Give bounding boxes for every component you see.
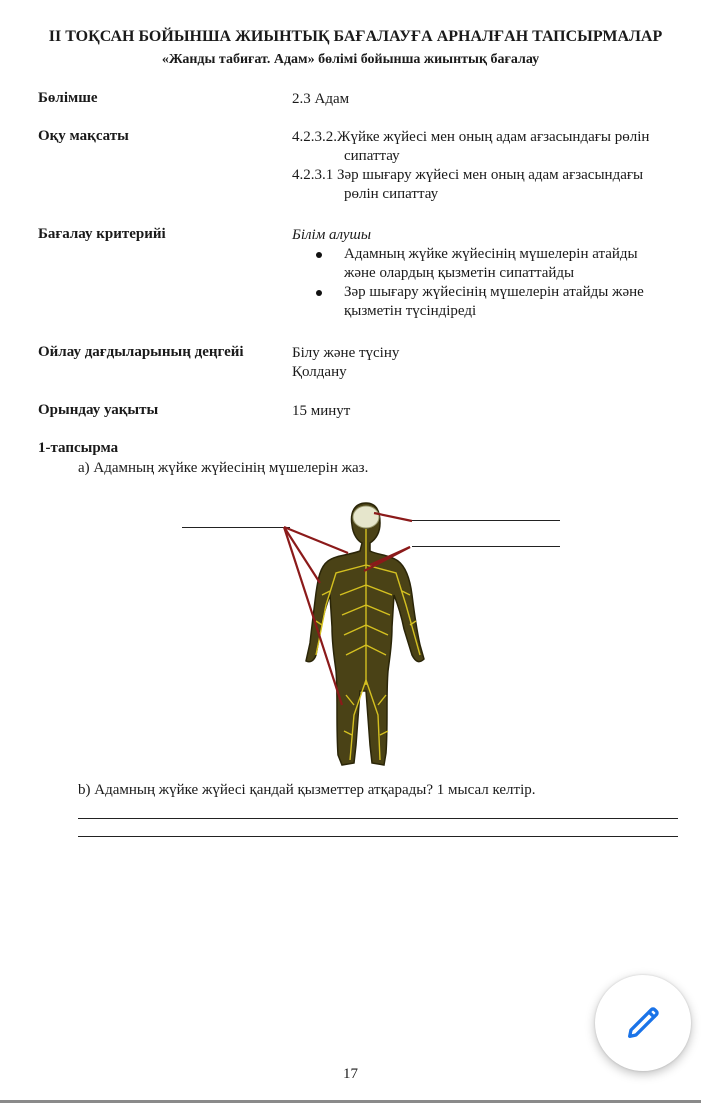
bullet-icon bbox=[316, 290, 322, 296]
time-value: 15 минут bbox=[292, 403, 351, 419]
criteria-bullet-2-line2: қызметін түсіндіреді bbox=[344, 303, 477, 319]
objective-1-line2: сипаттау bbox=[344, 148, 400, 164]
criteria-bullet-1-line1: Адамның жүйке жүйесінің мүшелерін атайды bbox=[344, 246, 638, 262]
objective-2-line1: 4.2.3.1 Зәр шығару жүйесі мен оның адам ағзасындағы bbox=[292, 167, 644, 183]
section-value: 2.3 Адам bbox=[292, 91, 350, 107]
criteria-bullets bbox=[292, 245, 644, 321]
bullet-icon bbox=[316, 252, 322, 258]
criteria-bullet-1-line2: және олардың қызметін сипаттайды bbox=[344, 265, 575, 281]
brain-shape bbox=[353, 506, 379, 528]
criteria-block bbox=[292, 226, 644, 321]
task-part-b: b) Адамның жүйке жүйесі қандай қызметтер атқарады? 1 мысал келтір. bbox=[78, 782, 536, 798]
objective-list bbox=[292, 128, 649, 204]
objective-2-line2: рөлін сипаттау bbox=[344, 186, 439, 202]
criteria-label: Бағалау критерийі bbox=[38, 226, 166, 242]
section-label: Бөлімше bbox=[38, 90, 98, 106]
document-title: II ТОҚСАН БОЙЫНША ЖИЫНТЫҚ БАҒАЛАУҒА АРНАЛҒАН ТАПСЫРМАЛАР bbox=[48, 28, 663, 45]
edit-button[interactable] bbox=[595, 975, 691, 1071]
document-subtitle: «Жанды табиғат. Адам» бөлімі бойынша жиынтық бағалау bbox=[161, 52, 540, 67]
objective-label: Оқу мақсаты bbox=[38, 128, 129, 144]
criteria-bullet-2-line1: Зәр шығару жүйесінің мүшелерін атайды және bbox=[344, 284, 644, 300]
answer-line-2[interactable] bbox=[78, 836, 678, 837]
answer-line-1[interactable] bbox=[78, 818, 678, 819]
thinking-values bbox=[292, 344, 399, 382]
criteria-intro: Білім алушы bbox=[292, 227, 372, 243]
thinking-value-1: Білу және түсіну bbox=[292, 345, 400, 361]
thinking-label: Ойлау дағдыларының деңгейі bbox=[38, 344, 244, 360]
criteria-bullet-1 bbox=[292, 245, 644, 283]
task-title: 1-тапсырма bbox=[38, 440, 119, 456]
human-nervous-system-icon bbox=[270, 495, 440, 775]
pencil-edit-icon bbox=[623, 1003, 663, 1043]
thinking-value-2: Қолдану bbox=[292, 364, 347, 380]
time-label: Орындау уақыты bbox=[38, 402, 159, 418]
page-number: 17 bbox=[343, 1066, 358, 1082]
criteria-bullet-2 bbox=[292, 283, 644, 321]
task-part-a: а) Адамның жүйке жүйесінің мүшелерін жаз. bbox=[78, 460, 369, 476]
objective-1-line1: 4.2.3.2.Жүйке жүйесі мен оның адам ағзасындағы рөлін bbox=[292, 129, 650, 145]
